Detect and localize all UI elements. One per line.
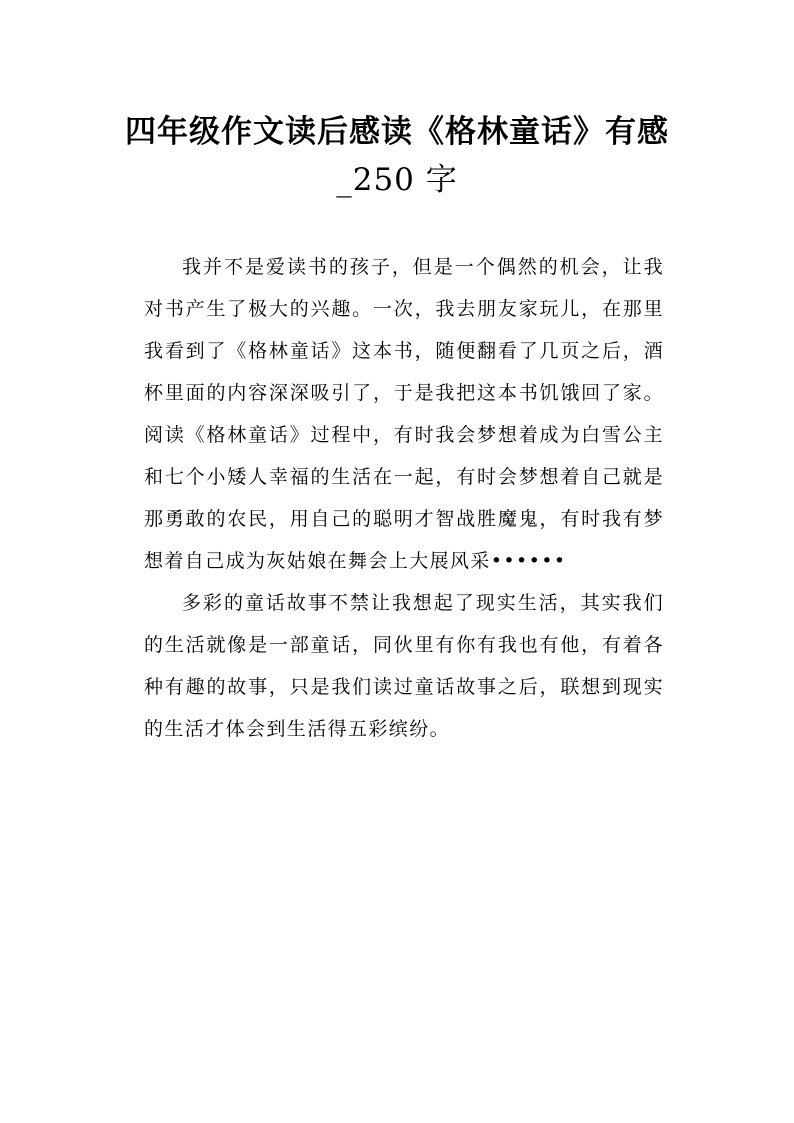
document-body xyxy=(144,246,664,750)
paragraph-2: 多彩的童话故事不禁让我想起了现实生活，其实我们的生活就像是一部童话，同伙里有你有我也有他，有着各种有趣的故事，只是我们读过童话故事之后，联想到现实的生活才体会到生活得五彩缤纷。 xyxy=(144,592,664,740)
paragraph-1: 我并不是爱读书的孩子，但是一个偶然的机会，让我对书产生了极大的兴趣。一次，我去朋友家玩儿，在那里我看到了《格林童话》这本书，随便翻看了几页之后，酒杯里面的内容深深吸引了，于是我把这本书饥饿回了家。阅读《格林童话》过程中，有时我会梦想着成为白雪公主和七个小矮人幸福的生活在一起，有时会梦想着自己就是那勇敢的农民，用自己的聪明才智战胜魔鬼，有时我有梦想着自己成为灰姑娘在舞会上大展风采•••••• xyxy=(144,256,664,572)
title-line-2: _250 字 xyxy=(336,162,458,198)
document-title xyxy=(110,108,684,204)
title-line-1: 四年级作文读后感读《格林童话》有感 xyxy=(125,114,669,150)
